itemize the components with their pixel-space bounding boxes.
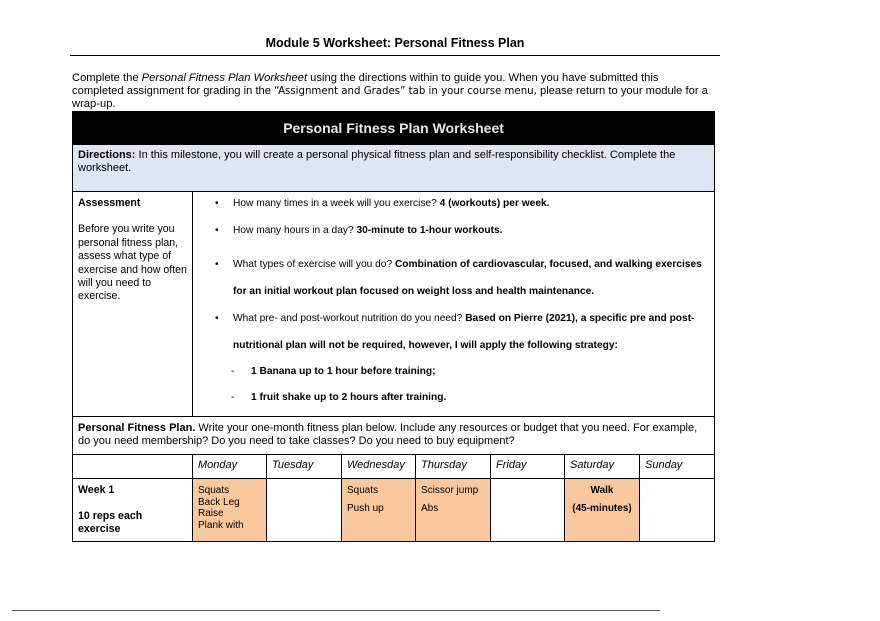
week-1-label-cell — [73, 479, 193, 542]
intro-worksheet-name: Personal Fitness Plan Worksheet — [141, 72, 308, 84]
exercise-item: Push up — [347, 502, 384, 514]
exercise-item: Squats — [347, 485, 379, 496]
exercise-item: Walk — [590, 485, 614, 496]
empty-corner-cell — [73, 455, 193, 479]
worksheet-header: Personal Fitness Plan Worksheet — [73, 112, 715, 145]
day-thursday: Thursday — [416, 455, 491, 479]
plan-text: Write your one-month fitness plan below. Include any resources or budget that you need. For example, do you need membership? Do you need to take classes? Do you need to buy equipment? — [78, 422, 698, 447]
exercise-item: Raise — [198, 508, 224, 519]
exercise-item: Plank with — [198, 519, 244, 531]
answer-text: 4 (workouts) per week. — [439, 198, 550, 209]
week-1-monday — [193, 479, 267, 542]
intro-text-2: using the directions within to guide you. When you have submitted this completed assignment for grading in the — [72, 72, 659, 97]
assessment-label: Assessment — [78, 197, 141, 209]
question-text: What types of exercise will you do? — [233, 259, 395, 270]
answer-text: Based on Pierre (2021), a specific pre and post-nutritional plan will not be required, however, I will apply the following strategy: — [233, 313, 695, 351]
week-label: Week 1 — [78, 484, 115, 496]
day-header-row — [73, 455, 715, 479]
intro-text-3: please return to your module for a wrap-up. — [72, 85, 708, 110]
list-item — [193, 385, 714, 411]
exercise-item: (45-minutes) — [572, 502, 632, 514]
week-1-row — [73, 479, 715, 542]
answer-text: 30-minute to 1-hour workouts. — [356, 225, 503, 236]
strategy-text: 1 Banana up to 1 hour before training; — [251, 366, 436, 377]
directions-row — [73, 145, 715, 192]
question-text: What pre- and post-workout nutrition do you need? — [233, 313, 466, 324]
exercise-item: Abs — [421, 502, 439, 514]
footer-divider — [12, 610, 660, 611]
week-1-sunday — [640, 479, 715, 542]
question-text: How many hours in a day? — [233, 225, 357, 236]
week-1-thursday — [416, 479, 491, 542]
day-friday: Friday — [491, 455, 565, 479]
day-sunday: Sunday — [640, 455, 715, 479]
dash-icon: - — [231, 392, 235, 403]
intro-text-1: Complete the — [72, 72, 142, 84]
assessment-cell — [73, 192, 193, 417]
assessment-questions — [193, 192, 715, 417]
bullet-icon: • — [215, 313, 219, 324]
plan-label: Personal Fitness Plan. — [78, 422, 196, 434]
week-1-tuesday — [267, 479, 342, 542]
directions-label: Directions: — [78, 149, 136, 161]
week-1-friday — [491, 479, 565, 542]
dash-icon: - — [231, 366, 235, 377]
strategy-text: 1 fruit shake up to 2 hours after training. — [251, 392, 447, 403]
week-1-wednesday — [342, 479, 416, 542]
question-list — [193, 197, 714, 411]
exercise-item: Scissor jump — [421, 485, 479, 496]
intro-tab-reference: “Assignment and Grades” tab in your course menu, — [274, 86, 537, 97]
bullet-icon: • — [215, 225, 219, 236]
directions-text: In this milestone, you will create a personal physical fitness plan and self-responsibility checklist. Complete the worksheet. — [78, 149, 676, 174]
day-wednesday: Wednesday — [342, 455, 416, 479]
day-tuesday: Tuesday — [267, 455, 342, 479]
exercise-item: Back Leg — [198, 496, 240, 508]
document-title: Module 5 Worksheet: Personal Fitness Plan — [70, 36, 720, 56]
day-saturday: Saturday — [565, 455, 640, 479]
list-item — [193, 197, 714, 211]
list-item — [193, 359, 714, 385]
worksheet-table — [72, 111, 715, 542]
bullet-icon: • — [215, 259, 219, 270]
answer-text: Combination of cardiovascular, focused, and walking exercises for an initial workout plan focused on weight loss and health maintenance. — [233, 259, 702, 297]
question-text: How many times in a week will you exercise? — [233, 198, 440, 209]
intro-paragraph — [72, 72, 712, 111]
bullet-icon: • — [215, 198, 219, 209]
plan-instructions — [73, 417, 715, 455]
list-item — [193, 224, 714, 238]
week-1-saturday — [565, 479, 640, 542]
day-monday: Monday — [193, 455, 267, 479]
list-item — [193, 305, 714, 359]
week-note: 10 reps each exercise — [78, 510, 143, 535]
exercise-item: Squats — [198, 485, 230, 496]
assessment-description: Before you write you personal fitness plan, assess what type of exercise and how often will you need to exercise. — [78, 223, 187, 303]
list-item — [193, 251, 714, 305]
